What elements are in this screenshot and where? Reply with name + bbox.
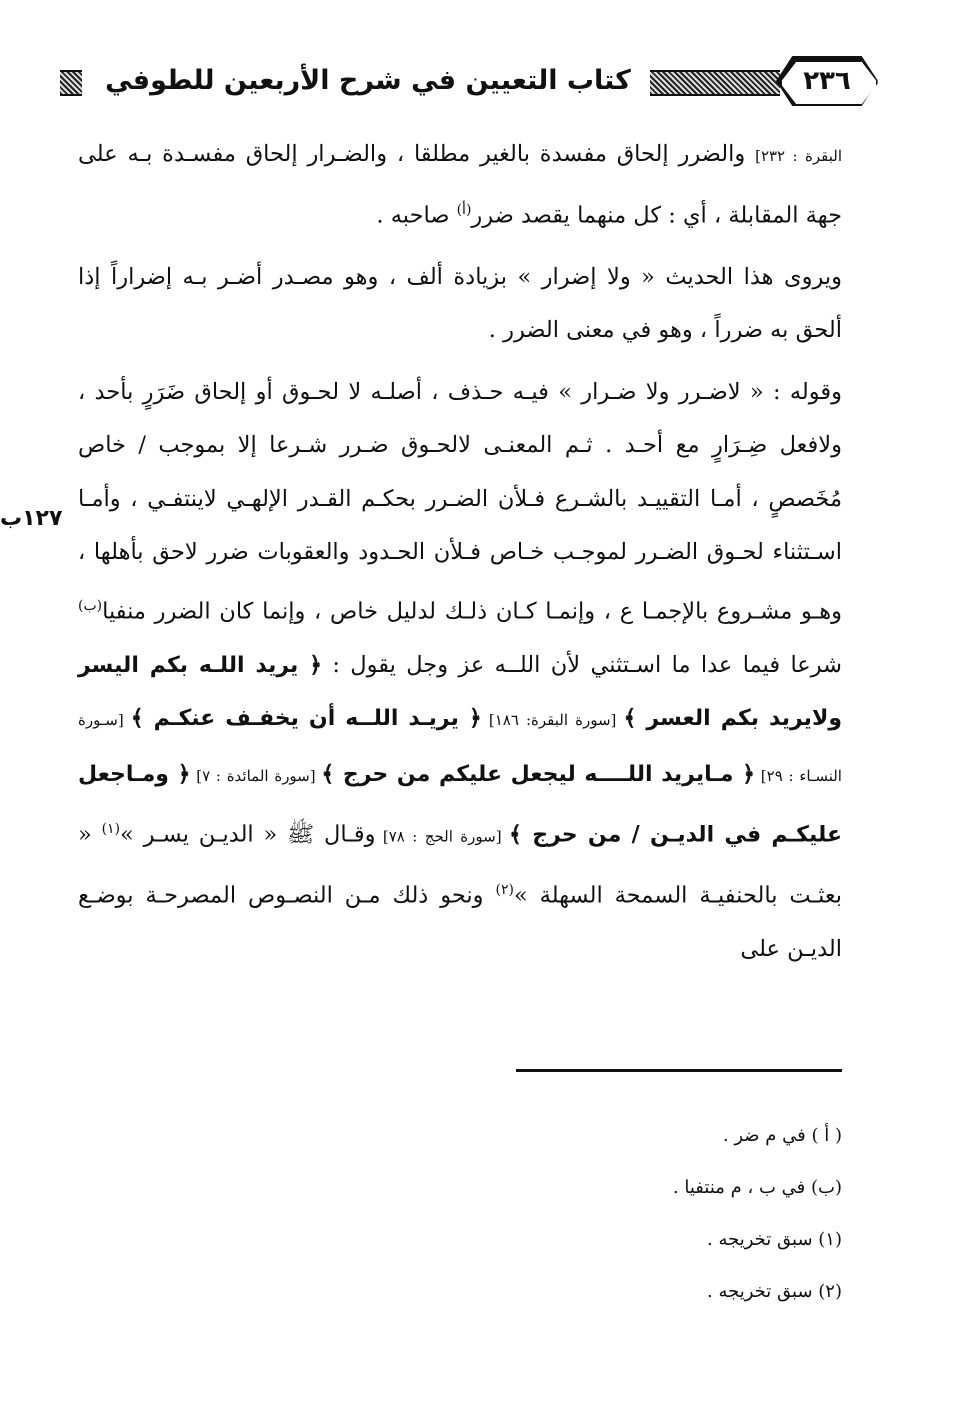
verse-reference: [سورة البقرة: ١٨٦] bbox=[481, 711, 624, 729]
quran-quote: ﴿ ومـاجعل عليكـم في الديـن / من حرج ﴾ bbox=[78, 761, 842, 848]
footnote: ( أ ) في م ضر . bbox=[722, 1125, 842, 1146]
quran-quote: ﴿ مـايريد اللــــه ليجعل عليكم من حرج ﴾ bbox=[321, 761, 756, 787]
paragraph bbox=[78, 128, 842, 243]
main-text bbox=[78, 128, 842, 977]
footnote-marker: (ب) bbox=[78, 597, 103, 614]
verse-reference: البقرة : ٢٣٢] bbox=[755, 147, 843, 165]
page-number: ٢٣٦ bbox=[803, 66, 851, 96]
text-run: صاحبه . bbox=[376, 202, 457, 228]
verse-reference: [سـورة النسـاء : ٢٩] bbox=[78, 711, 842, 785]
header-ornament-left bbox=[60, 70, 82, 96]
text-run: والضرر إلحاق مفسدة بالغير مطلقا ، والضـرار إلحاق مفسـدة بـه على جهة المقابلة ، أي : كل منهما يقصد ضرر bbox=[78, 141, 842, 228]
text-run: وقـال ﷺ « الديـن يسـر » bbox=[120, 821, 376, 848]
quran-quote: ﴿ يريد اللـه بكم اليسر ولايريد بكم العسر ﴾ bbox=[78, 652, 842, 731]
page-header bbox=[60, 58, 850, 108]
text-run: ويروى هذا الحديث « ولا إضرار » بزيادة ألف ، وهو مصـدر أضـر بـه إضراراً إذا ألحق به ضرراً ، وهو في معنى الضرر . bbox=[78, 263, 842, 343]
paragraph bbox=[78, 251, 842, 358]
footnote-marker: (٢) bbox=[495, 882, 514, 898]
quran-quote: ﴿ يريـد اللــه أن يخفـف عنكـم ﴾ bbox=[130, 706, 482, 731]
margin-folio-note: ١٢٧ب bbox=[0, 506, 63, 531]
footnote: (١) سبق تخريجه . bbox=[707, 1229, 842, 1250]
text-run: شرعا فيما عدا ما اسـتثني لأن اللــه عز وجل يقول : bbox=[322, 651, 842, 678]
header-ornament-right bbox=[650, 70, 780, 96]
footnote: (ب) في ب ، م منتفيا . bbox=[672, 1177, 842, 1198]
footnote-marker: (أ) bbox=[456, 201, 472, 218]
footnotes bbox=[400, 1110, 842, 1318]
text-run: « بعثـت بالحنفيـة السمحة السهلة » bbox=[78, 821, 842, 909]
footnote-separator bbox=[516, 1069, 842, 1072]
text-run: وقوله : « لاضـرر ولا ضـرار » فيـه حـذف ، أصلـه لا لحـوق أو إلحاق ضَرَرٍ بأحد ، ولافعل ضِـرَارٍ مع أحـد . ثـم المعنـى لالحـوق ضـرر شـرعا إلا بموجب / خاص مُخَصصٍ ، أمـا التقييـد بالشـرع فـلأن الضـرر بحكـم القـدر الإلهـي لاينتفـي ، وأمـا اسـتثناء لحـوق الضـرر لموجـب خـاص فـلأن الحـدود والعقوبات ضرر لاحق بأهلها ، وهـو مشـروع بالإجمـا ع ، وإنمـا كـان ذلـك لدليل خاص ، وإنما كان الضرر منفيا bbox=[78, 378, 842, 624]
footnote-marker: (١) bbox=[101, 821, 121, 837]
paragraph bbox=[78, 366, 842, 977]
verse-reference: [سورة الحج : ٧٨] bbox=[375, 827, 510, 846]
book-title: كتاب التعيين في شرح الأربعين للطوفي bbox=[105, 65, 631, 96]
verse-reference: [سورة المائدة : ٧] bbox=[190, 766, 322, 785]
footnote: (٢) سبق تخريجه . bbox=[707, 1281, 842, 1302]
text-run: ونحو ذلك مـن النصـوص المصرحـة بوضـع الديـن على bbox=[78, 882, 842, 962]
